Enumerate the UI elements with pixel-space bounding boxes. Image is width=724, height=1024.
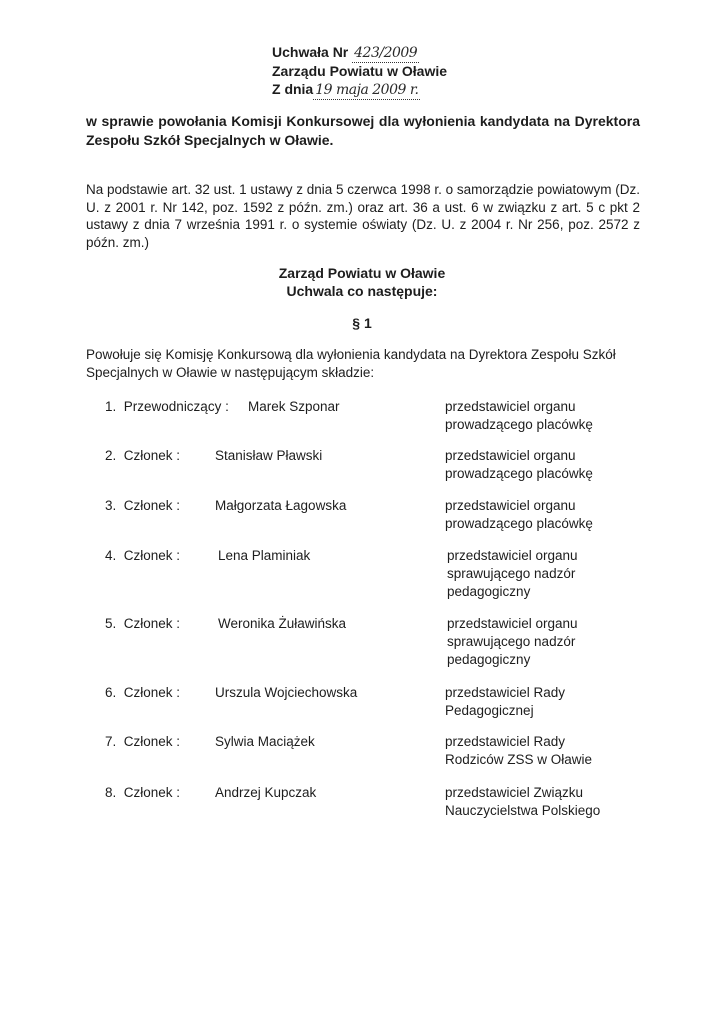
legal-basis: Na podstawie art. 32 ust. 1 ustawy z dnia 5 czerwca 1998 r. o samorządzie powiatowym (Dz. U. z 2001 r. Nr 142, poz. 1592 z późn. zm.) oraz art. 36 a ust. 6 w związku z art. 5 c pkt 2 ustawy z dnia 7 września 1991 r. o systemie oświaty (Dz. U. z 2004 r. Nr 256, poz. 2572 z późn. zm.) <box>86 182 640 250</box>
member-name: Sylwia Maciążek <box>215 734 315 749</box>
resolution-number-line <box>272 44 419 63</box>
member-number: 2. <box>105 448 117 463</box>
member-number: 1. <box>105 399 117 414</box>
member-number: 3. <box>105 498 117 513</box>
handwritten-resolution-number: 423/2009 <box>354 45 418 61</box>
member-name: Urszula Wojciechowska <box>215 685 358 700</box>
date-line <box>272 81 420 100</box>
member-role: przedstawiciel Rady Rodziców ZSS w Oławie <box>445 734 593 767</box>
member-title: Członek : <box>123 685 181 700</box>
board-line: Zarządu Powiatu w Oławie <box>272 63 448 79</box>
member-title: Członek : <box>123 785 181 800</box>
member-title: Członek : <box>123 548 181 563</box>
member-role: przedstawiciel Związku Nauczycielstwa Polskiego <box>445 785 601 818</box>
member-name: Lena Plaminiak <box>218 548 311 563</box>
member-number: 5. <box>105 616 117 631</box>
member-role: przedstawiciel organu prowadzącego placówkę <box>445 399 593 432</box>
resolves-line-1: Zarząd Powiatu w Oławie <box>278 265 446 281</box>
resolution-subject: w sprawie powołania Komisji Konkursowej dla wyłonienia kandydata na Dyrektora Zespołu Szkół Specjalnych w Oławie. <box>86 113 640 148</box>
member-role: przedstawiciel organu sprawującego nadzór pedagogiczny <box>447 548 578 599</box>
member-number: 6. <box>105 685 117 700</box>
member-number: 7. <box>105 734 117 749</box>
member-title: Przewodniczący : <box>123 399 229 414</box>
member-role: przedstawiciel organu sprawującego nadzór pedagogiczny <box>447 616 578 667</box>
member-title: Członek : <box>123 448 181 463</box>
member-name: Stanisław Pławski <box>215 448 323 463</box>
member-title: Członek : <box>123 616 181 631</box>
member-number: 4. <box>105 548 117 563</box>
member-title: Członek : <box>123 498 181 513</box>
committee-intro: Powołuje się Komisję Konkursową dla wyłonienia kandydata na Dyrektora Zespołu Szkół Specjalnych w Oławie w następującym składzie: <box>86 347 616 380</box>
member-name: Weronika Żuławińska <box>218 616 347 631</box>
member-name: Andrzej Kupczak <box>215 785 317 800</box>
resolution-label: Uchwała Nr <box>272 44 349 60</box>
section-mark: § 1 <box>352 315 372 331</box>
handwritten-date: 19 maja 2009 r. <box>315 82 419 98</box>
member-role: przedstawiciel organu prowadzącego placówkę <box>445 448 593 481</box>
date-label: Z dnia <box>272 81 314 97</box>
member-role: przedstawiciel Rady Pedagogicznej <box>445 685 566 718</box>
member-title: Członek : <box>123 734 181 749</box>
member-name: Marek Szponar <box>248 399 340 414</box>
resolves-line-2: Uchwala co następuje: <box>286 283 438 299</box>
member-number: 8. <box>105 785 117 800</box>
member-name: Małgorzata Łagowska <box>215 498 347 513</box>
member-role: przedstawiciel organu prowadzącego placówkę <box>445 498 593 531</box>
